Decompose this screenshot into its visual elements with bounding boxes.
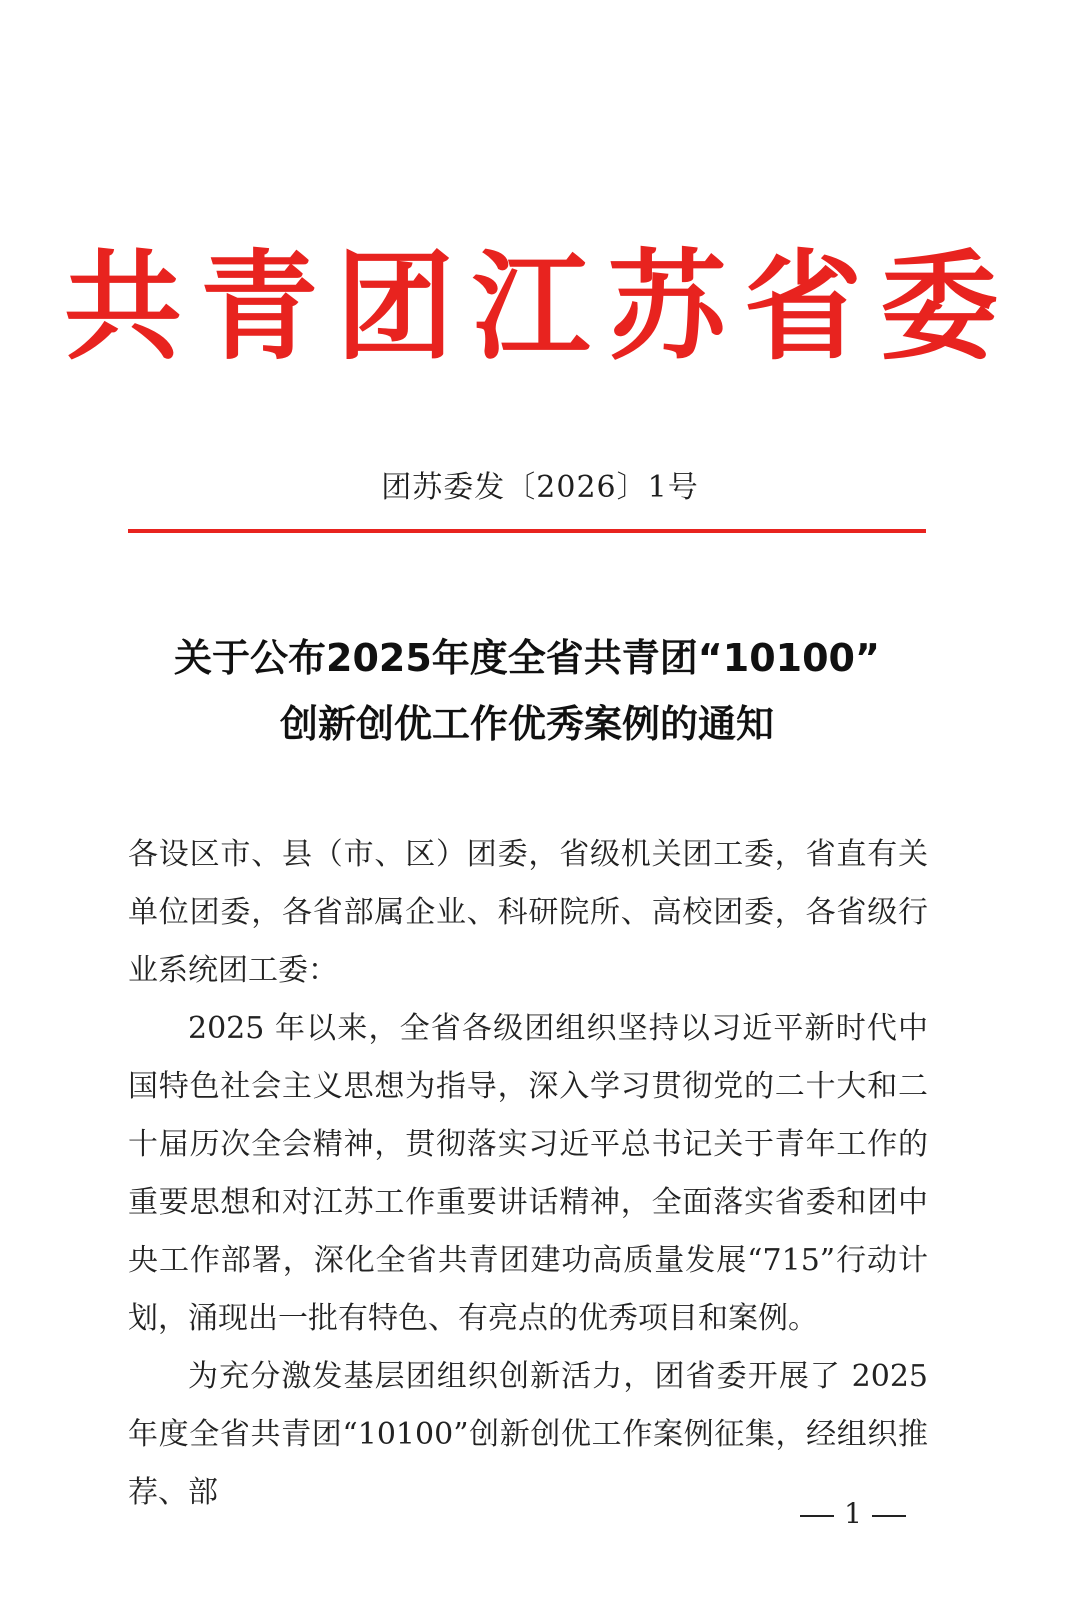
red-divider-line <box>128 529 926 533</box>
body-paragraph-2: 为充分激发基层团组织创新活力，团省委开展了 2025 年度全省共青团“10100”创新创优工作案例征集，经组织推荐、部 <box>128 1359 928 1510</box>
notice-title-line-1: 关于公布2025年度全省共青团“10100” <box>174 636 880 680</box>
notice-title <box>128 625 926 757</box>
notice-body <box>128 826 928 1522</box>
body-paragraph-1: 2025 年以来，全省各级团组织坚持以习近平新时代中国特色社会主义思想为指导，深入学习贯彻党的二十大和二十届历次全会精神，贯彻落实习近平总书记关于青年工作的重要思想和对江苏工作重要讲话精神，全面落实省委和团中央工作部署，深化全省共青团建功高质量发展“715”行动计划，涌现出一批有特色、有亮点的优秀项目和案例。 <box>128 1011 928 1336</box>
page-number: 1 <box>844 1497 862 1530</box>
right-dash <box>872 1515 906 1517</box>
document-number: 团苏委发〔2026〕1号 <box>381 470 699 505</box>
notice-title-line-2: 创新创优工作优秀案例的通知 <box>279 702 774 746</box>
masthead-title: 共青团江苏省委 <box>63 237 1016 376</box>
page-number-group <box>798 1497 908 1530</box>
addressees: 各设区市、县（市、区）团委，省级机关团工委，省直有关单位团委，各省部属企业、科研院所、高校团委，各省级行业系统团工委： <box>128 837 928 988</box>
left-dash <box>800 1515 834 1517</box>
